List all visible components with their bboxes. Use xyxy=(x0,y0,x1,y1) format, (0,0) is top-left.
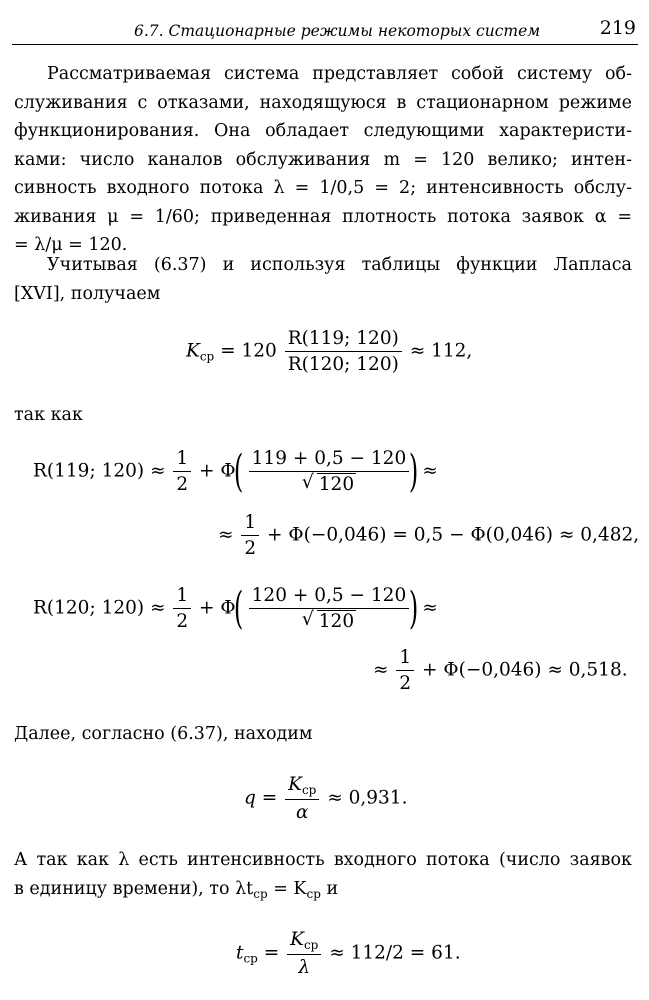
text-line: Далее, согласно (6.37), находим xyxy=(14,724,313,744)
paren-open: ( xyxy=(233,582,243,634)
fraction: $\frac{K_{ср}}{\alpha}$ xyxy=(285,774,319,823)
paragraph-system-description xyxy=(14,60,632,260)
numerator: R(119; 120) xyxy=(285,328,402,352)
paragraph-dalee xyxy=(14,720,632,749)
fraction: $\frac{K_{ср}}{\lambda}$ xyxy=(287,929,321,978)
math-text: ≈ 112, xyxy=(403,340,473,362)
sqrt: √ 120 xyxy=(301,608,355,632)
text-line: [XVI], получаем xyxy=(14,283,161,304)
denominator: R(120; 120) xyxy=(287,354,399,375)
text-line: живания μ = 1/60; приведенная плотность потока заявок α = xyxy=(14,206,632,227)
math-text: ≈ xyxy=(416,460,438,482)
formula-r-120 xyxy=(33,582,438,634)
page-header xyxy=(12,14,638,45)
formula-k-avg xyxy=(186,328,472,375)
text-line: А так как λ есть интенсивность входного потока (число заявок xyxy=(14,850,632,870)
paragraph-lambda xyxy=(14,846,632,908)
text-line: так как xyxy=(14,405,83,425)
fraction: 120 + 0,5 − 120 √ 120 xyxy=(249,585,410,632)
text-line: сивность входного потока λ = 1/0,5 = 2; интенсивность обслу- xyxy=(14,178,632,198)
text-line: служивания с отказами, находящуюся в стационарном режиме xyxy=(14,92,632,113)
text-line: функционирования. Она обладает следующими характеристи- xyxy=(14,121,632,141)
paragraph-laplace xyxy=(14,251,632,308)
math-text: R(119; 120) ≈ xyxy=(33,460,172,482)
formula-r-119 xyxy=(33,445,438,497)
fraction-half: $\frac{1}{2}$ xyxy=(173,448,191,495)
sqrt: √ 120 xyxy=(301,471,355,495)
math-symbol: K xyxy=(186,340,200,362)
running-title: 6.7. Стационарные режимы некоторых систем xyxy=(134,22,541,40)
subscript: ср xyxy=(199,349,215,364)
formula-t-avg: $t_{ср}$ = $\frac{K_{ср}}{\lambda}$ ≈ 112/2 = 61. xyxy=(236,929,461,978)
paren-open: ( xyxy=(233,445,243,497)
paragraph-tak-kak xyxy=(14,401,632,430)
page-number: 219 xyxy=(599,17,636,39)
math-text: + Φ xyxy=(193,460,236,482)
paren-close: ) xyxy=(409,582,419,634)
math-text: ≈ xyxy=(416,597,438,619)
text-line: в единицу времени), то $\lambda t_{ср} = K_{ср}$ и xyxy=(14,878,339,901)
math-text: + Φ xyxy=(193,597,236,619)
text-line: Рассматриваемая система представляет собой систему об- xyxy=(47,64,632,84)
text-line: Учитывая (6.37) и используя таблицы функции Лапласа xyxy=(47,255,632,275)
fraction: 119 + 0,5 − 120 √ 120 xyxy=(249,448,410,495)
formula-q: q = $\frac{K_{ср}}{\alpha}$ ≈ 0,931. xyxy=(244,774,408,823)
formula-r-120-result: ≈ $\frac{1}{2}$ + Φ(−0,046) ≈ 0,518. xyxy=(373,647,628,694)
math-text: R(120; 120) ≈ xyxy=(33,597,172,619)
text-line: ками: число каналов обслуживания m = 120 велико; интен- xyxy=(14,149,632,170)
text-line: = λ/μ = 120. xyxy=(14,235,128,255)
fraction xyxy=(285,328,402,375)
formula-r-119-result: ≈ $\frac{1}{2}$ + Φ(−0,046) = 0,5 − Φ(0,046) ≈ 0,482, xyxy=(218,512,640,559)
math-text: = 120 xyxy=(214,340,277,362)
fraction-half: $\frac{1}{2}$ xyxy=(173,585,191,632)
paren-close: ) xyxy=(409,445,419,497)
fraction-half: $\frac{1}{2}$ xyxy=(241,512,259,559)
fraction-half: $\frac{1}{2}$ xyxy=(396,647,414,694)
